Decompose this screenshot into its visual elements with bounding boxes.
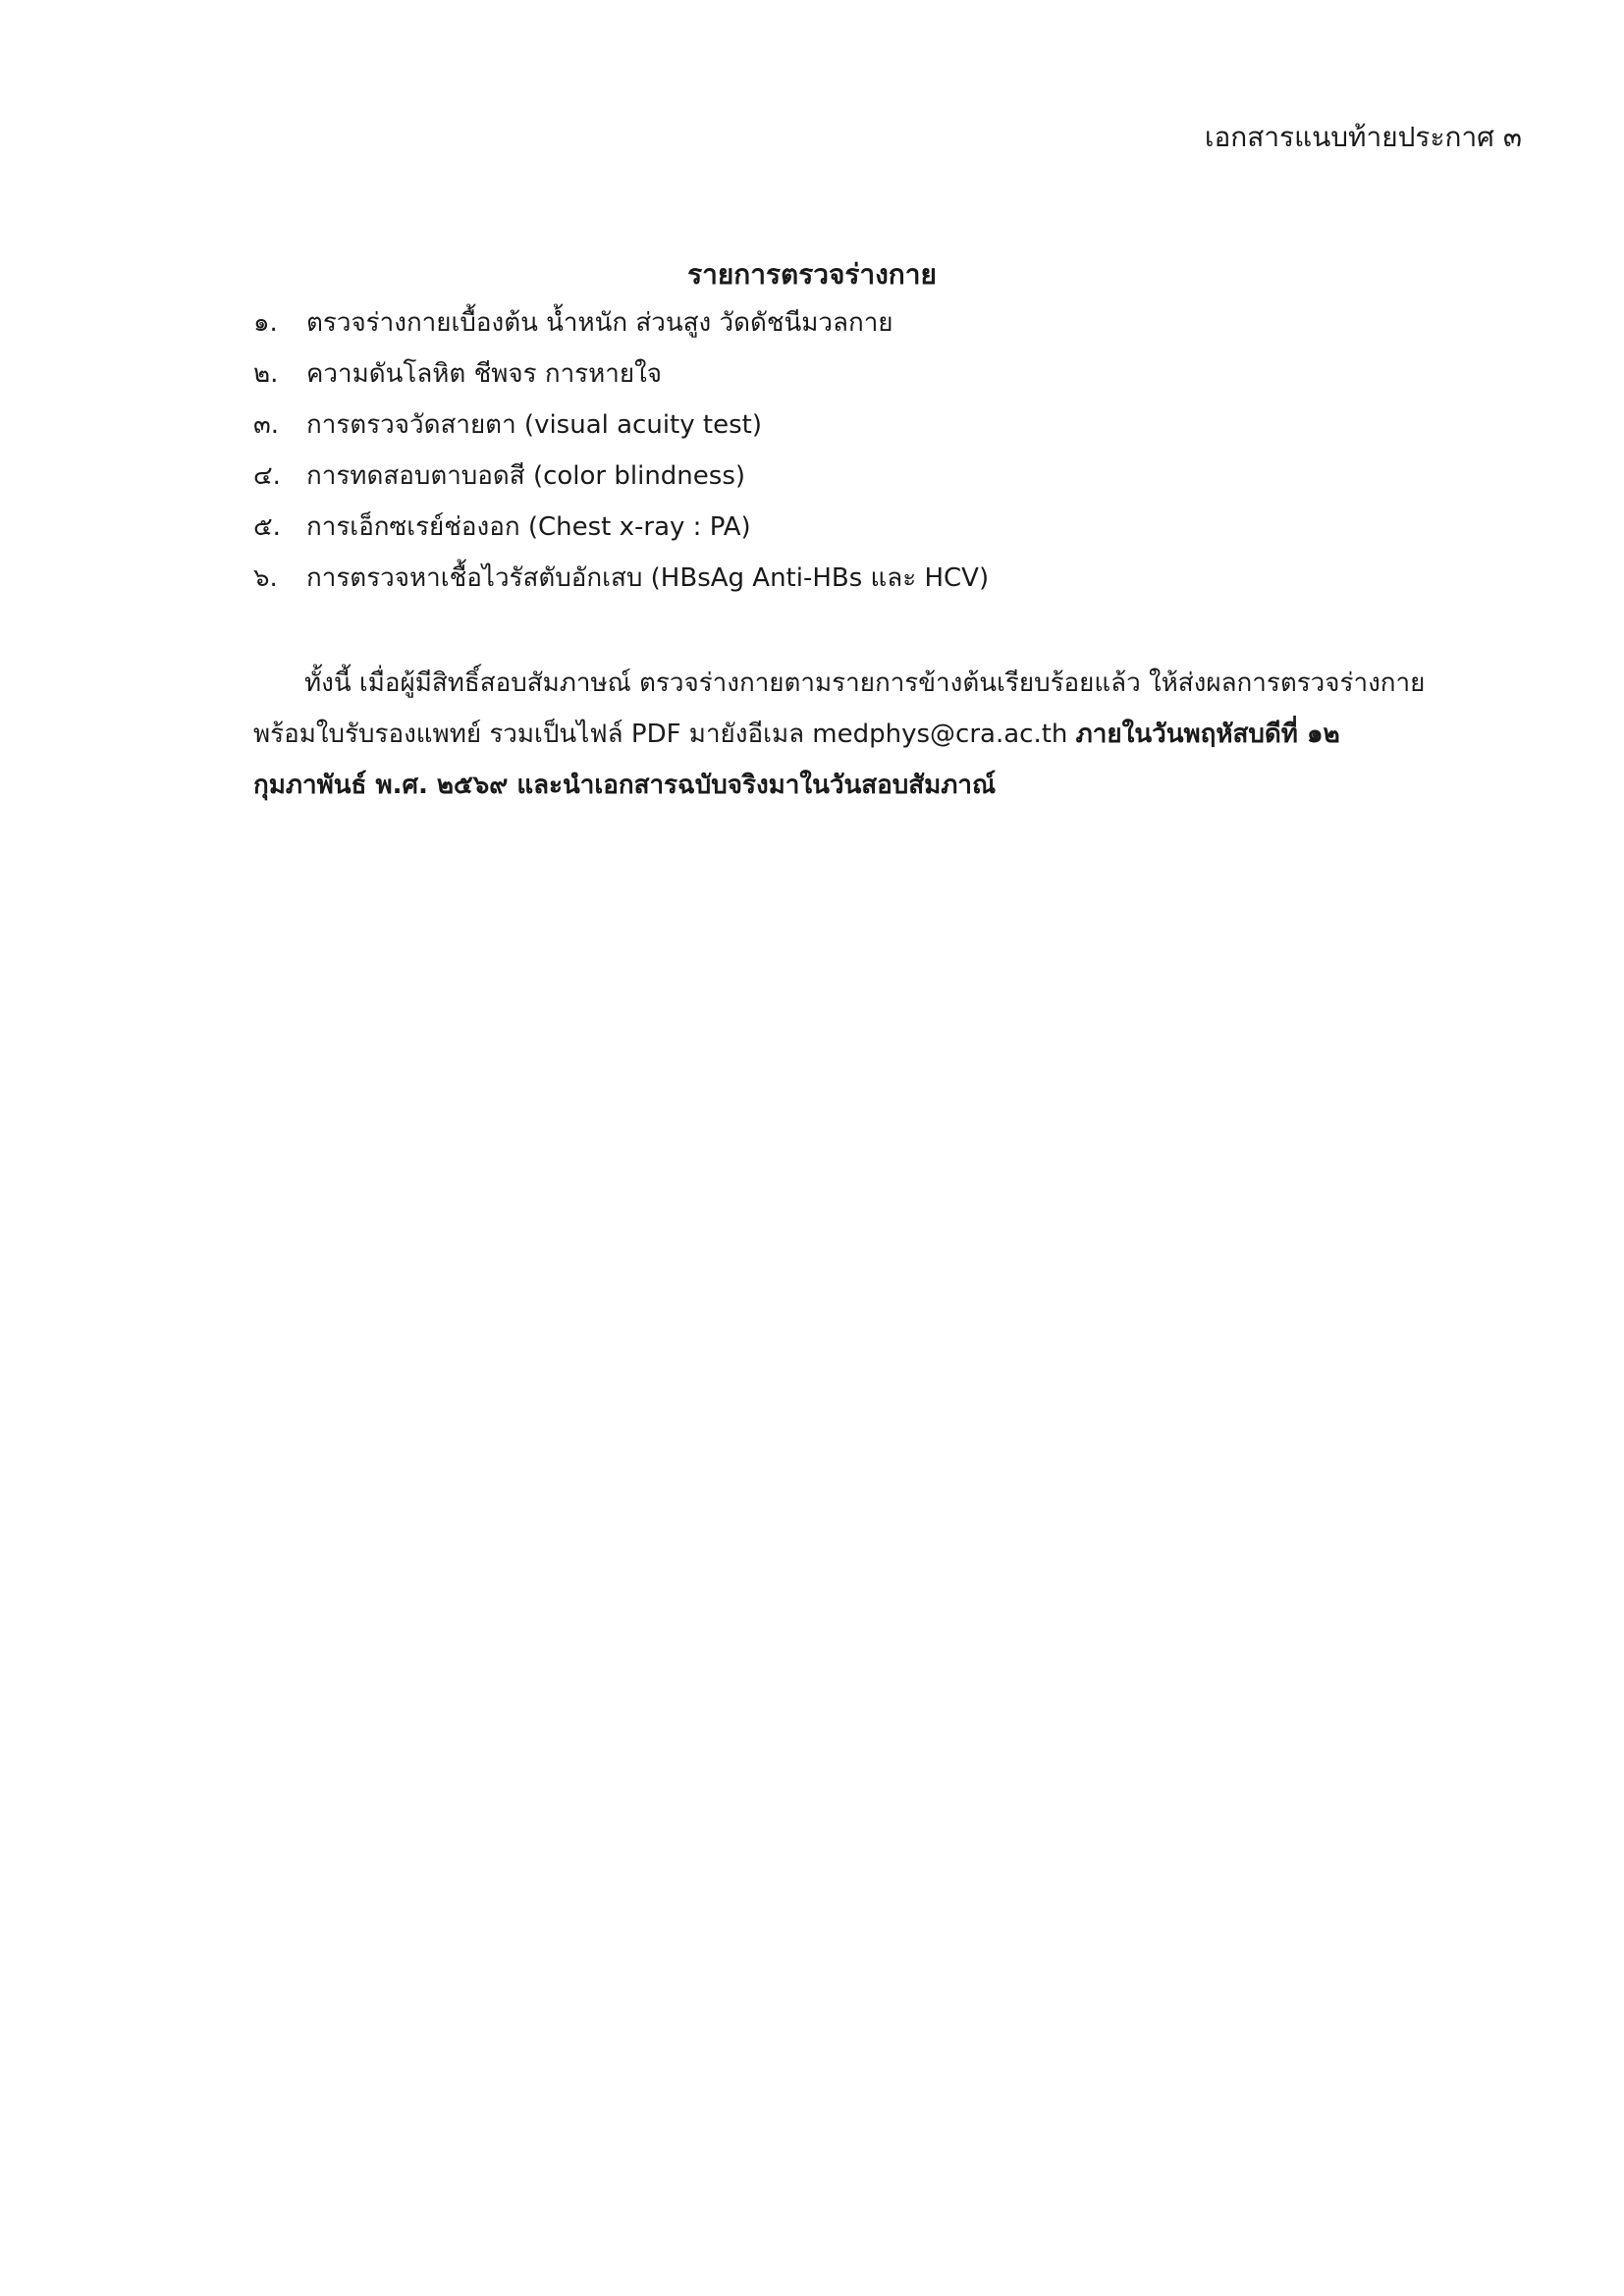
item-number: ๓. [253,410,280,440]
list-item [253,455,989,507]
document-title: รายการตรวจร่างกาย [687,258,937,291]
item-text: การทดสอบตาบอดสี (color blindness) [306,461,746,491]
list-item [253,302,989,353]
list-item [253,353,989,404]
item-text: ตรวจร่างกายเบื้องต้น น้ำหนัก ส่วนสูง วัดดัชนีมวลกาย [306,308,893,338]
paragraph-line [253,709,1432,760]
deadline-text: ภายในวันพฤหัสบดีที่ ๑๒ [1075,720,1340,749]
exam-list [253,302,989,609]
item-number: ๔. [253,461,281,491]
item-text: ความดันโลหิต ชีพจร การหายใจ [306,359,663,389]
item-number: ๑. [253,308,278,338]
item-number: ๖. [253,563,278,593]
list-item [253,404,989,455]
item-text: การตรวจวัดสายตา (visual acuity test) [306,410,762,440]
item-number: ๒. [253,359,279,389]
item-number: ๕. [253,512,281,542]
paragraph-text: พร้อมใบรับรองแพทย์ รวมเป็นไฟล์ PDF มายังอีเมล medphys@cra.ac.th [253,720,1076,749]
list-item [253,558,989,609]
instruction-paragraph [253,658,1432,811]
item-text: การเอ็กซเรย์ช่องอก (Chest x-ray : PA) [306,512,751,542]
paragraph-line: ทั้งนี้ เมื่อผู้มีสิทธิ์สอบสัมภาษณ์ ตรวจร่างกายตามรายการข้างต้นเรียบร้อยแล้ว ให้ส่งผลการตรวจร่างกาย [304,668,1426,698]
list-item [253,507,989,558]
attachment-label: เอกสารแนบท้ายประกาศ ๓ [1204,121,1522,153]
item-text: การตรวจหาเชื้อไวรัสตับอักเสบ (HBsAg Anti-HBs และ HCV) [306,563,990,593]
deadline-text: กุมภาพันธ์ พ.ศ. ๒๕๖๙ และนำเอกสารฉบับจริงมาในวันสอบสัมภาณ์ [253,771,997,800]
